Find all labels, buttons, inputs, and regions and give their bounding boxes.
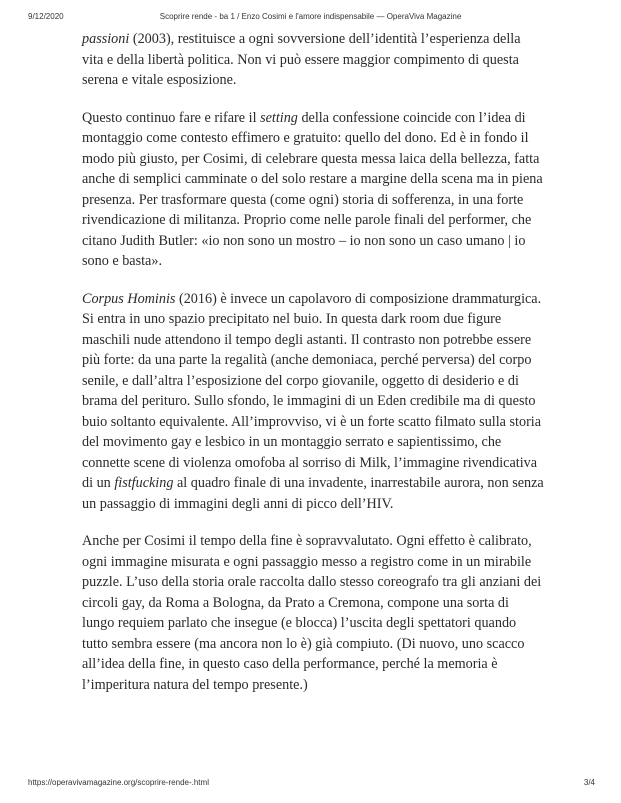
article-body <box>82 29 544 712</box>
work-title: Corpus Hominis <box>82 290 176 307</box>
article-paragraph <box>82 531 544 695</box>
print-url: https://operavivamagazine.org/scoprire-rende-.html <box>28 778 209 787</box>
page-number: 3/4 <box>583 778 595 787</box>
print-date: 9/12/2020 <box>28 12 64 21</box>
emphasis-term: setting <box>260 109 298 126</box>
paragraph-text: Questo continuo fare e rifare il <box>82 109 261 126</box>
article-paragraph <box>82 289 544 515</box>
article-paragraph <box>82 29 544 91</box>
paragraph-text: (2016) è invece un capolavoro di composizione drammaturgica. Si entra in uno spazio precipitato nel buio. In questa dark room due figure maschili nude attendono il tempo degli astanti. Il contrasto non potrebbe essere più forte: da una parte la regalità (anche demoniaca, perché perversa) del corpo senile, e dall’altra l’esposizione del corpo giovanile, oggetto di desiderio e di brama del periturо. Sullo sfondo, le immagini di un Eden credibile ma di questo buio soltanto equivalente. All’improvviso, vi è un forte scatto filmato sulla storia del movimento gay e lesbico in un montaggio serrato e sapientissimo, che connette scene di violenza omofoba al sorriso di Milk, l’immagine rivendicativa di un <box>82 290 542 491</box>
emphasis-term: fistfucking <box>114 475 174 491</box>
work-title: passioni <box>82 31 130 47</box>
article-paragraph <box>82 108 544 272</box>
paragraph-text: al quadro finale di una invadente, inarrestabile aurora, non senza un passaggio di immagini degli anni di picco dell’HIV. <box>82 475 544 512</box>
print-page-title: Scoprire rende - ba 1 / Enzo Cosimi e l'amore indispensabile — OperaViva Magazine <box>159 12 462 21</box>
paragraph-text: Anche per Cosimi il tempo della fine è sopravvalutato. Ogni effetto è calibrato, ogni immagine misurata e ogni passaggio messo a registro come in un mirabile puzzle. L’uso della storia orale raccolta dallo stesso coreografo tra gli anziani dei circoli gay, da Roma a Bologna, da Prato a Cremona, compone una sorta di lungo requiem parlato che insegue (e blocca) l’uscita degli spettatori quando tutto sembra essere (ma ancora non lo è) già compiuto. (Di nuovo, uno scacco all’idea della fine, in questo caso della performance, perché la memoria è l’imperitura natura del tempo presente.) <box>82 533 542 693</box>
paragraph-text: della confessione coincide con l’idea di montaggio come contesto effimero e gratuito: quello del dono. Ed è in fondo il modo più giusto, per Cosimi, di celebrare questa messa laica della bellezza, fatta anche di semplici camminate o del solo restare a margine della scena ma in piena presenza. Per trasformare questa (come ogni) storia di sofferenza, in una forte rivendicazione di militanza. Proprio come nelle parole finali del performer, che citano Judith Butler: «io non sono un mostro – io non sono un caso umano | io sono e basta». <box>82 109 543 269</box>
paragraph-text: (2003), restituisce a ogni sovversione dell’identità l’esperienza della vita e della libertà politica. Non vi può essere maggior compimento di questa serena e vitale esposizione. <box>82 31 521 88</box>
